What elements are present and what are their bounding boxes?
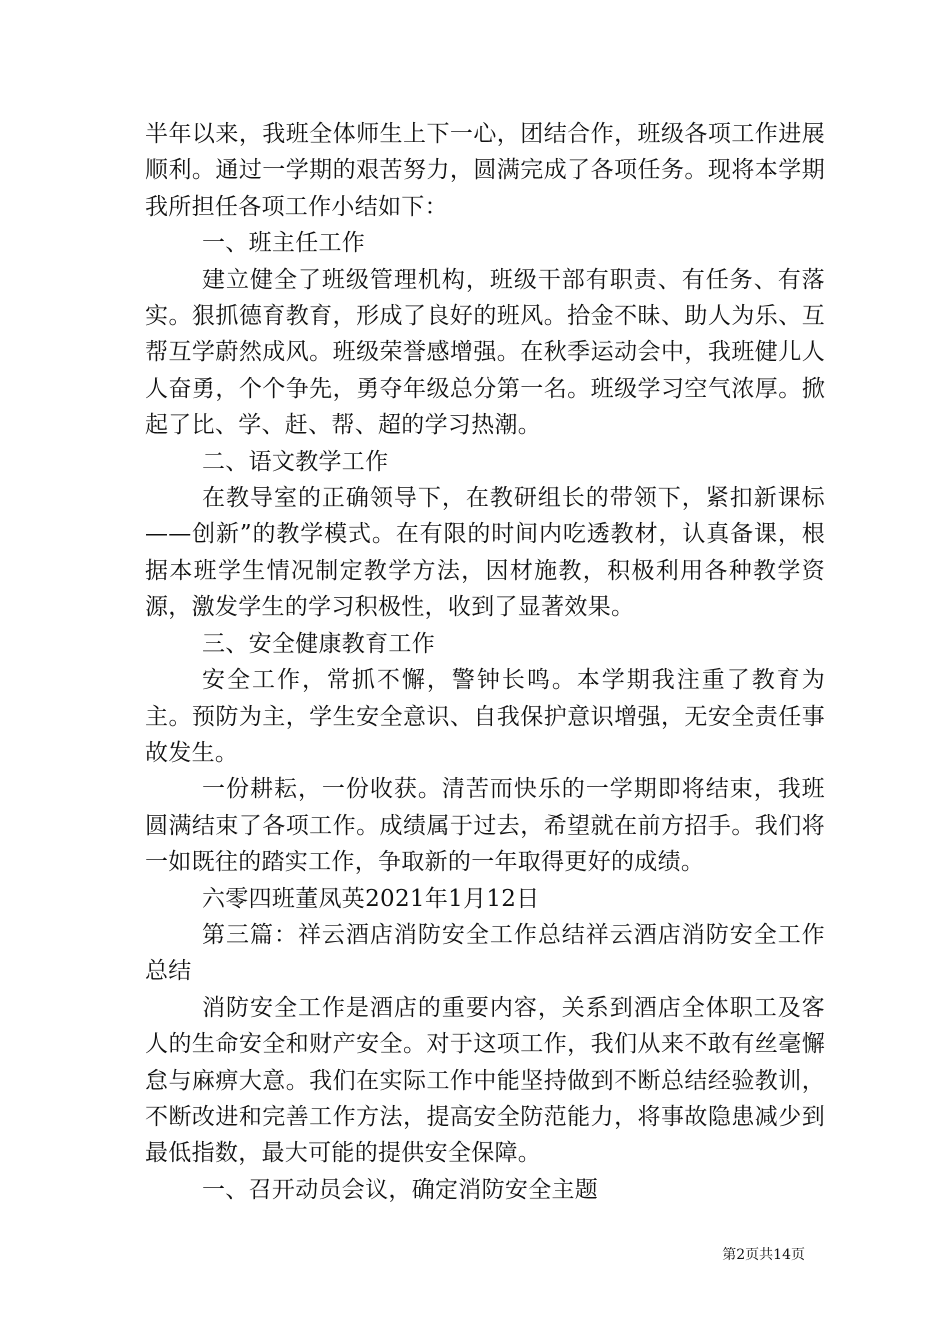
section-heading-chinese-teaching: 二、语文教学工作 (202, 448, 389, 475)
intro-paragraph: 半年以来，我班全体师生上下一心，团结合作，班级各项工作进展顺利。通过一学期的艰苦努力，圆满完成了各项任务。现将本学期我所担任各项工作小结如下： (145, 121, 825, 220)
signature-line: 六零四班董凤英2021年1月12日 (202, 885, 540, 912)
page-number: 第2页共14页 (722, 1247, 805, 1263)
class-management-paragraph: 建立健全了班级管理机构，班级干部有职责、有任务、有落实。狠抓德育教育，形成了良好的班风。拾金不昧、助人为乐、互帮互学蔚然成风。班级荣誉感增强。在秋季运动会中，我班健儿人人奋勇，个个争先，勇夺年级总分第一名。班级学习空气浓厚。掀起了比、学、赶、帮、超的学习热潮。 (145, 266, 825, 439)
fire-safety-paragraph: 消防安全工作是酒店的重要内容，关系到酒店全体职工及客人的生命安全和财产安全。对于这项工作，我们从来不敢有丝毫懈怠与麻痹大意。我们在实际工作中能坚持做到不断总结经验教训，不断改进和完善工作方法，提高安全防范能力，将事故隐患减少到最低指数，最大可能的提供安全保障。 (145, 994, 825, 1167)
section-heading-class-teacher: 一、班主任工作 (202, 230, 366, 257)
safety-paragraph: 安全工作，常抓不懈，警钟长鸣。本学期我注重了教育为主。预防为主，学生安全意识、自我保护意识增强，无安全责任事故发生。 (145, 667, 825, 766)
conclusion-paragraph: 一份耕耘，一份收获。清苦而快乐的一学期即将结束，我班圆满结束了各项工作。成绩属于过去，希望就在前方招手。我们将一如既往的踏实工作，争取新的一年取得更好的成绩。 (145, 776, 825, 876)
section-heading-safety-education: 三、安全健康教育工作 (202, 630, 435, 657)
chinese-teaching-paragraph: 在教导室的正确领导下，在教研组长的带领下，紧扣新课标——创新”的教学模式。在有限的时间内吃透教材，认真备课，根据本班学生情况制定教学方法，因材施教，积极利用各种教学资源，激发学生的学习积极性，收到了显著效果。 (145, 485, 825, 621)
document-body (145, 116, 825, 1208)
section-heading-mobilization-meeting: 一、召开动员会议，确定消防安全主题 (202, 1176, 599, 1203)
part-three-title: 第三篇：祥云酒店消防安全工作总结祥云酒店消防安全工作总结 (145, 921, 825, 985)
